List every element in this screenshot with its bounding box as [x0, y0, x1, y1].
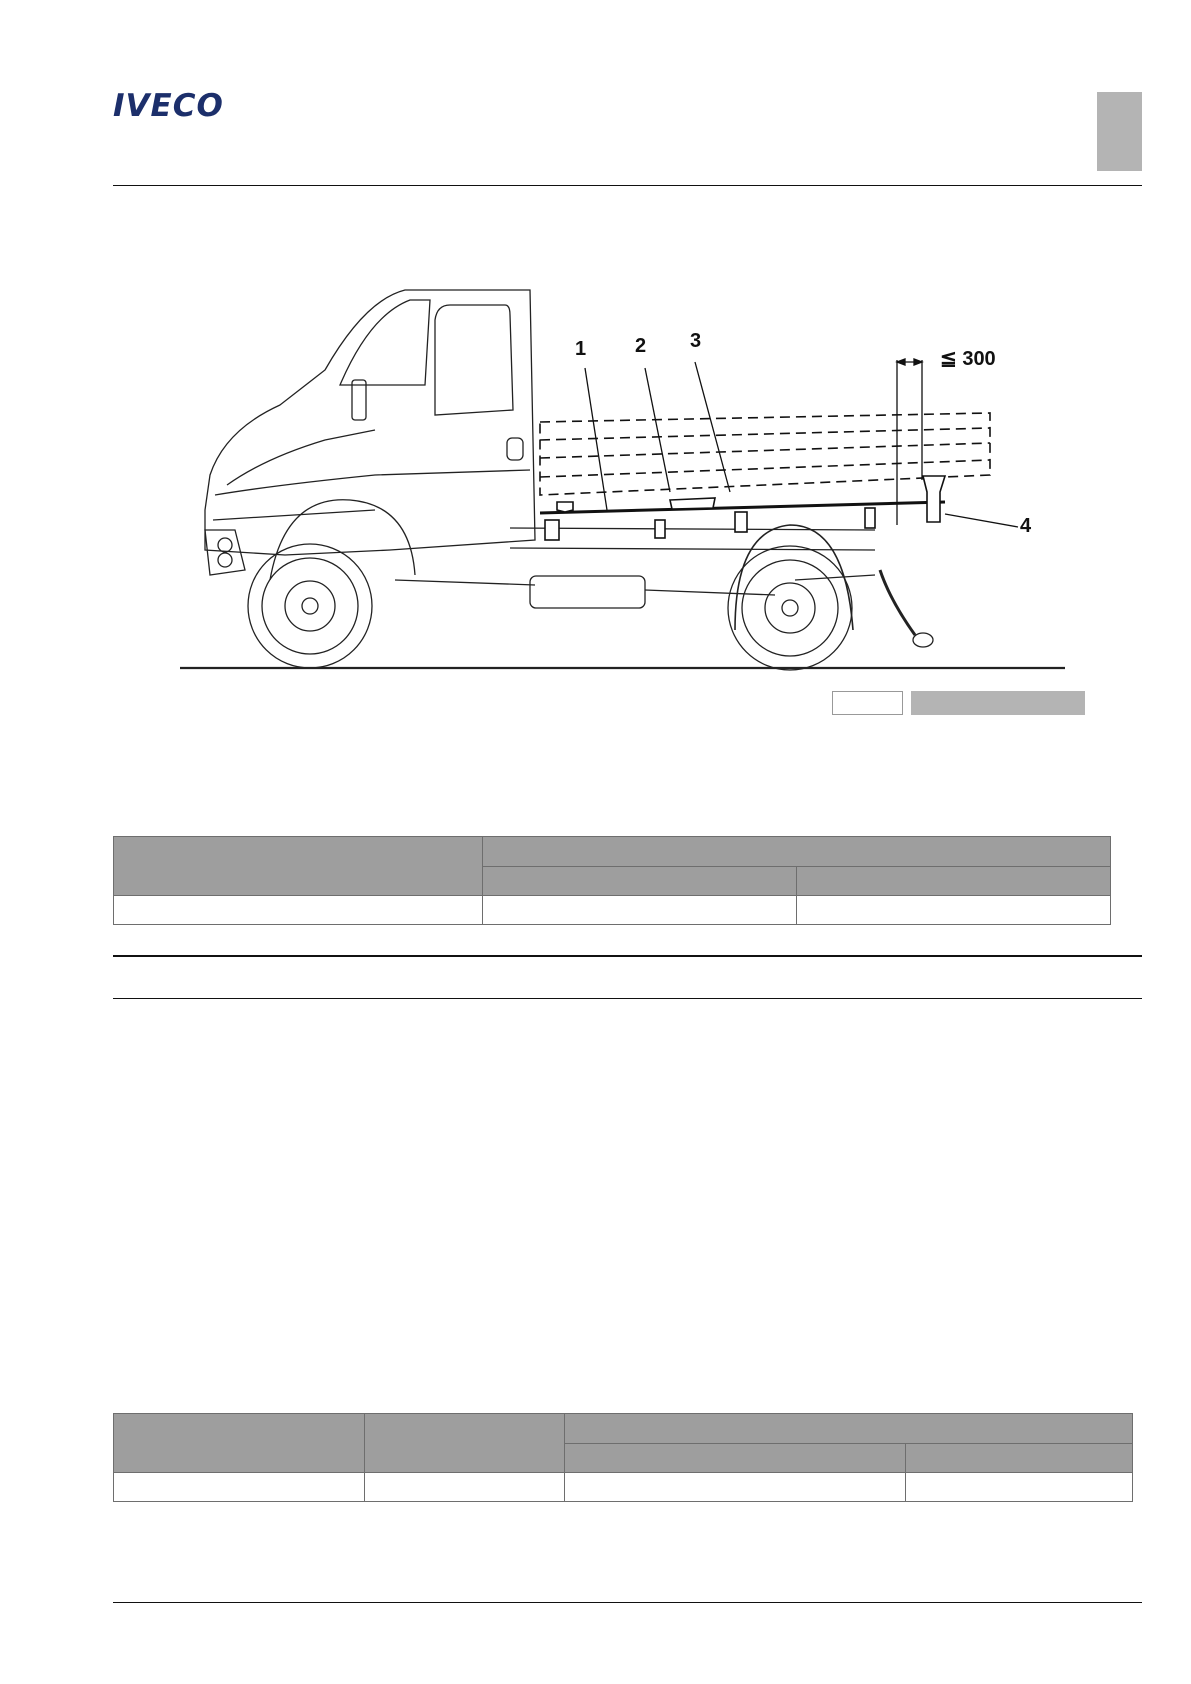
- table-cell: [365, 1473, 565, 1502]
- table-2-subheader-b: [906, 1443, 1133, 1473]
- front-wheel: [248, 544, 372, 668]
- table-cell: [906, 1473, 1133, 1502]
- table-2-subheader-a: [565, 1443, 906, 1473]
- rear-wheel: [728, 546, 852, 670]
- callout-2: 2: [635, 335, 647, 357]
- table-2-header-b: [365, 1414, 565, 1473]
- footer-rule: [113, 1602, 1142, 1603]
- dimension-label: ≦ 300: [940, 348, 996, 370]
- callout-4: 4: [1020, 515, 1032, 537]
- cab-outline: [205, 290, 535, 555]
- table-1-header-group: [483, 837, 1111, 867]
- table-1-subheader-b: [797, 866, 1111, 896]
- table-2-header-group: [565, 1414, 1133, 1444]
- side-window: [435, 305, 513, 415]
- callout-1: 1: [575, 338, 587, 360]
- callout-3: 3: [690, 330, 702, 352]
- table-2: [113, 1413, 1133, 1502]
- truck-figure: [175, 280, 1075, 680]
- section-rule-bottom: [113, 998, 1142, 999]
- table-1-subheader-a: [483, 866, 797, 896]
- section-tab: [1097, 92, 1142, 171]
- iveco-logo: IVECO: [113, 88, 224, 124]
- section-rule-top: [113, 955, 1142, 957]
- table-2-header-a: [114, 1414, 365, 1473]
- table-cell: [114, 896, 483, 925]
- table-1-header-main: [114, 837, 483, 896]
- table-cell: [565, 1473, 906, 1502]
- figure-ref-box: [832, 691, 903, 715]
- table-1: [113, 836, 1111, 925]
- fuel-tank: [530, 576, 645, 608]
- table-cell: [483, 896, 797, 925]
- figure-caption-bar: [911, 691, 1085, 715]
- rear-bracket: [923, 476, 945, 522]
- table-cell: [797, 896, 1111, 925]
- table-row: [114, 1473, 1133, 1502]
- table-cell: [114, 1473, 365, 1502]
- header-rule: [113, 185, 1142, 186]
- consoles: [670, 498, 715, 509]
- table-row: [114, 896, 1111, 925]
